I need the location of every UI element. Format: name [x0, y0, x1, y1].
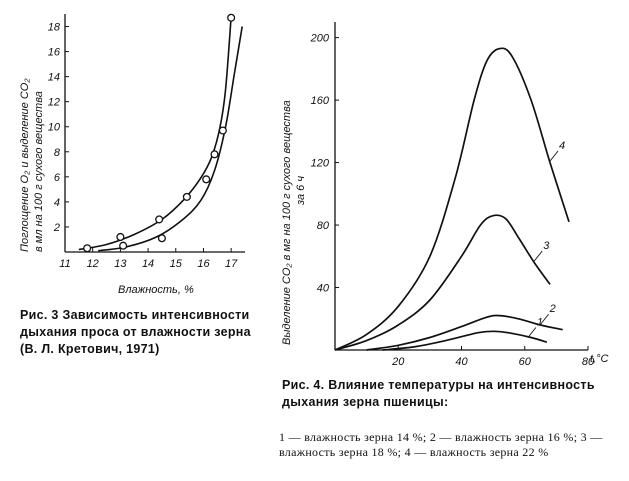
- fig4-curve-label-leader: [528, 328, 536, 338]
- fig4-y-tick-label: 80: [316, 220, 329, 233]
- fig3-curve-2: [98, 27, 242, 251]
- figure-3-caption: Рис. 3 Зависимость интенсивности дыхания проса от влажности зерна (В. Л. Кретович, 1971): [20, 308, 251, 356]
- fig3-y-tick-label: 6: [53, 171, 60, 184]
- fig3-data-point: [203, 176, 210, 183]
- fig3-data-point: [120, 242, 127, 249]
- fig4-x-tick-label: 60: [518, 356, 531, 368]
- fig3-x-tick-label: 14: [141, 258, 155, 270]
- figure-3-chart: [19, 14, 245, 296]
- fig3-data-point: [117, 234, 124, 241]
- fig3-y-label-line2: в мл на 100 г сухого вещества: [33, 91, 45, 252]
- fig4-y-label-line1: Выделение CO₂ в мг на 100 г сухого вещества: [281, 100, 293, 345]
- fig3-y-label-line1: Поглощение O₂ и выделение CO₂: [19, 78, 31, 252]
- fig4-curve-2: [367, 316, 563, 350]
- fig4-curve-label: 3: [543, 239, 550, 252]
- fig3-data-point: [219, 127, 226, 134]
- fig3-x-tick-label: 11: [59, 258, 71, 270]
- fig3-data-point: [156, 216, 163, 223]
- fig3-y-tick-label: 2: [53, 221, 60, 234]
- fig3-y-tick-label: 16: [47, 46, 60, 59]
- fig3-x-tick-label: 15: [169, 258, 182, 270]
- fig3-y-tick-label: 8: [53, 146, 60, 159]
- fig3-data-point: [211, 151, 218, 158]
- fig4-y-tick-label: 160: [310, 95, 329, 108]
- fig4-curve-label: 1: [536, 316, 544, 329]
- fig4-y-tick-label: 40: [316, 282, 329, 295]
- fig4-y-label-line2: за 6 ч: [295, 175, 307, 205]
- figure-4-legend: 1 — влажность зерна 14 %; 2 — влажность зерна 16 %; 3 — влажность зерна 18 %; 4 — влажность зерна 22 %: [279, 430, 603, 459]
- fig3-y-tick-label: 10: [47, 121, 60, 134]
- fig3-y-tick-label: 4: [53, 196, 60, 209]
- fig4-x-tick-label: 40: [455, 356, 468, 368]
- fig4-y-tick-label: 200: [310, 32, 329, 45]
- fig4-curve-label-leader: [550, 151, 558, 161]
- fig3-data-point: [159, 235, 166, 242]
- figure-4-caption: Рис. 4. Влияние температуры на интенсивность дыхания зерна пшеницы:: [282, 378, 595, 409]
- fig4-curve-label: 2: [549, 303, 556, 316]
- fig3-x-tick-label: 17: [225, 258, 238, 270]
- fig3-y-tick-label: 18: [47, 21, 60, 34]
- fig3-data-point: [228, 14, 235, 21]
- fig3-data-point: [183, 193, 190, 200]
- fig4-curve-label: 4: [559, 140, 566, 153]
- fig3-x-tick-label: 16: [197, 258, 210, 270]
- fig4-y-tick-label: 120: [310, 157, 329, 170]
- fig4-curve-3: [335, 215, 550, 350]
- fig4-x-tick-label: 20: [392, 356, 405, 368]
- fig4-x-tick-label: 80: [581, 356, 595, 368]
- fig4-curve-4: [335, 48, 569, 350]
- fig4-curve-label-leader: [534, 251, 542, 261]
- figure-4-chart: [281, 22, 609, 368]
- fig4-x-label: t,°C: [590, 353, 609, 365]
- fig3-curve-1: [79, 17, 231, 250]
- fig3-x-tick-label: 12: [86, 258, 99, 270]
- fig3-y-tick-label: 12: [47, 96, 60, 109]
- fig4-curve-1: [382, 331, 547, 350]
- fig3-x-label: Влажность, %: [118, 284, 194, 296]
- fig3-y-tick-label: 14: [47, 71, 60, 84]
- fig3-data-point: [84, 245, 91, 252]
- fig3-x-tick-label: 13: [114, 258, 127, 270]
